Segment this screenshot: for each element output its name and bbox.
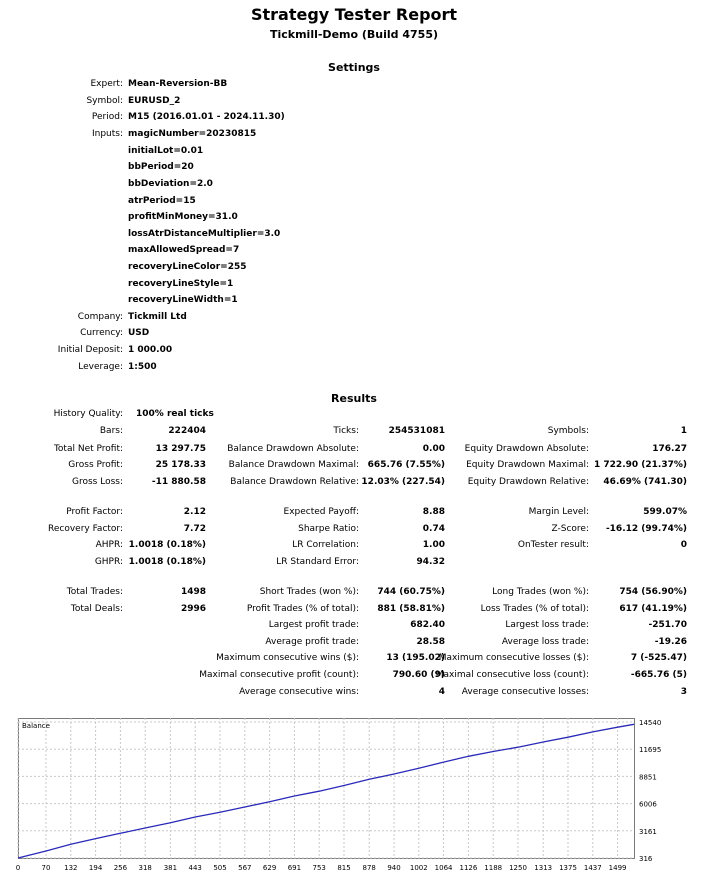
avg-loss-value: -19.26 xyxy=(654,637,687,647)
chart-x-tick-label: 443 xyxy=(188,864,202,872)
sharpe-label: Sharpe Ratio: xyxy=(298,524,359,534)
chart-x-axis xyxy=(16,864,627,872)
avg-consec-losses-label: Average consecutive losses: xyxy=(461,687,589,697)
chart-x-tick-label: 1064 xyxy=(434,864,453,872)
bars-label: Bars: xyxy=(99,426,123,436)
total-trades-label: Total Trades: xyxy=(66,587,123,597)
avg-consec-wins-label: Average consecutive wins: xyxy=(239,687,359,697)
input-param: recoveryLineStyle=1 xyxy=(128,279,234,289)
symbol-value: EURUSD_2 xyxy=(128,96,181,106)
chart-y-tick-label: 6006 xyxy=(639,800,657,809)
chart-y-axis xyxy=(639,719,661,863)
max-consec-losses-value: 7 (-525.47) xyxy=(630,653,687,663)
input-param: initialLot=0.01 xyxy=(128,146,204,156)
chart-y-tick-label: 316 xyxy=(639,855,653,863)
chart-x-tick-label: 505 xyxy=(213,864,227,872)
total-deals-value: 2996 xyxy=(180,604,206,614)
expected-payoff-value: 8.88 xyxy=(422,507,445,517)
chart-plot-frame xyxy=(19,719,635,859)
avg-profit-label: Average profit trade: xyxy=(265,637,359,647)
balance-dd-max-label: Balance Drawdown Maximal: xyxy=(228,460,359,470)
max-consec-losses-label: Maximum consecutive losses ($): xyxy=(438,653,589,663)
input-param: profitMinMoney=31.0 xyxy=(128,212,238,222)
balance-chart xyxy=(15,718,694,890)
gross-loss-label: Gross Loss: xyxy=(72,477,123,487)
chart-x-tick-label: 1499 xyxy=(608,864,627,872)
equity-dd-abs-label: Equity Drawdown Absolute: xyxy=(464,444,589,454)
lr-error-label: LR Standard Error: xyxy=(276,557,359,567)
chart-x-tick-label: 70 xyxy=(41,864,51,872)
largest-profit-value: 682.40 xyxy=(410,620,445,630)
chart-x-tick-label: 381 xyxy=(163,864,178,872)
chart-x-tick-label: 878 xyxy=(362,864,376,872)
long-trades-label: Long Trades (won %): xyxy=(492,587,589,597)
input-param: magicNumber=20230815 xyxy=(128,129,257,139)
chart-x-tick-label: 318 xyxy=(138,864,152,872)
maximal-consec-profit-value: 790.60 (9) xyxy=(392,670,445,680)
ontester-value: 0 xyxy=(680,540,687,550)
currency-label: Currency: xyxy=(80,328,123,338)
chart-x-tick-label: 256 xyxy=(113,864,128,872)
gross-profit-label: Gross Profit: xyxy=(68,460,123,470)
chart-y-tick-label: 8851 xyxy=(639,773,657,782)
period-label: Period: xyxy=(91,112,123,122)
equity-dd-max-label: Equity Drawdown Maximal: xyxy=(466,460,589,470)
margin-level-value: 599.07% xyxy=(643,507,687,517)
input-param: recoveryLineWidth=1 xyxy=(128,295,238,305)
loss-trades-value: 617 (41.19%) xyxy=(619,604,687,614)
recovery-factor-label: Recovery Factor: xyxy=(47,524,123,534)
total-deals-label: Total Deals: xyxy=(70,604,123,614)
largest-profit-label: Largest profit trade: xyxy=(268,620,359,630)
ahpr-label: AHPR: xyxy=(95,540,123,550)
largest-loss-label: Largest loss trade: xyxy=(505,620,589,630)
period-value: M15 (2016.01.01 - 2024.11.30) xyxy=(128,112,285,122)
chart-x-tick-label: 1002 xyxy=(409,864,428,872)
company-label: Company: xyxy=(77,312,123,322)
net-profit-label: Total Net Profit: xyxy=(53,444,123,454)
equity-dd-max-value: 1 722.90 (21.37%) xyxy=(594,460,687,470)
profit-trades-value: 881 (58.81%) xyxy=(377,604,445,614)
chart-y-tick-label: 3161 xyxy=(639,827,657,836)
largest-loss-value: -251.70 xyxy=(648,620,687,630)
report-title: Strategy Tester Report xyxy=(250,5,458,24)
loss-trades-label: Loss Trades (% of total): xyxy=(480,604,589,614)
chart-x-tick-label: 194 xyxy=(88,864,103,872)
symbol-label: Symbol: xyxy=(86,96,123,106)
net-profit-value: 13 297.75 xyxy=(155,444,206,454)
chart-x-tick-label: 1313 xyxy=(534,864,553,872)
equity-dd-rel-label: Equity Drawdown Relative: xyxy=(467,477,589,487)
recovery-factor-value: 7.72 xyxy=(183,524,206,534)
gross-profit-value: 25 178.33 xyxy=(155,460,206,470)
profit-factor-value: 2.12 xyxy=(183,507,206,517)
deposit-value: 1 000.00 xyxy=(128,345,173,355)
gross-loss-value: -11 880.58 xyxy=(151,477,206,487)
symbols-value: 1 xyxy=(680,426,687,436)
lr-correlation-value: 1.00 xyxy=(422,540,445,550)
lr-error-value: 94.32 xyxy=(416,557,445,567)
avg-consec-wins-value: 4 xyxy=(438,687,445,697)
input-param: lossAtrDistanceMultiplier=3.0 xyxy=(128,229,281,239)
currency-value: USD xyxy=(128,328,150,338)
chart-y-tick-label: 14540 xyxy=(639,719,662,727)
profit-factor-label: Profit Factor: xyxy=(66,507,123,517)
history-quality-value: 100% real ticks xyxy=(136,409,214,419)
margin-level-label: Margin Level: xyxy=(528,507,589,517)
inputs-label: Inputs: xyxy=(91,129,123,139)
ghpr-label: GHPR: xyxy=(94,557,123,567)
chart-x-tick-label: 691 xyxy=(287,864,302,872)
chart-x-tick-label: 1250 xyxy=(509,864,527,872)
leverage-label: Leverage: xyxy=(78,362,123,372)
report-subtitle: Tickmill-Demo (Build 4755) xyxy=(269,28,439,41)
ahpr-value: 1.0018 (0.18%) xyxy=(128,540,206,550)
lr-correlation-label: LR Correlation: xyxy=(292,540,359,550)
ontester-label: OnTester result: xyxy=(517,540,589,550)
input-param: atrPeriod=15 xyxy=(128,196,196,206)
avg-profit-value: 28.58 xyxy=(416,637,445,647)
balance-dd-max-value: 665.76 (7.55%) xyxy=(367,460,445,470)
chart-x-tick-label: 1437 xyxy=(583,864,602,872)
balance-dd-rel-value: 12.03% (227.54) xyxy=(361,477,445,487)
balance-dd-abs-label: Balance Drawdown Absolute: xyxy=(227,444,359,454)
bars-value: 222404 xyxy=(168,426,206,436)
chart-x-tick-label: 940 xyxy=(387,864,401,872)
balance-dd-abs-value: 0.00 xyxy=(422,444,445,454)
chart-y-tick-label: 11695 xyxy=(639,746,662,755)
chart-x-tick-label: 629 xyxy=(262,864,277,872)
long-trades-value: 754 (56.90%) xyxy=(619,587,687,597)
zscore-value: -16.12 (99.74%) xyxy=(605,524,687,534)
settings-heading: Settings xyxy=(328,61,380,74)
short-trades-label: Short Trades (won %): xyxy=(259,587,359,597)
chart-x-tick-label: 753 xyxy=(312,864,326,872)
input-param: bbDeviation=2.0 xyxy=(128,179,213,189)
chart-x-tick-label: 0 xyxy=(15,864,21,872)
chart-x-tick-label: 567 xyxy=(238,864,252,872)
input-param: maxAllowedSpread=7 xyxy=(128,245,240,255)
maximal-consec-loss-value: -665.76 (5) xyxy=(630,670,687,680)
maximal-consec-loss-label: Maximal consecutive loss (count): xyxy=(435,670,589,680)
chart-x-tick-label: 815 xyxy=(337,864,351,872)
chart-x-tick-label: 1375 xyxy=(559,864,577,872)
zscore-label: Z-Score: xyxy=(551,524,589,534)
max-consec-wins-value: 13 (195.02) xyxy=(386,653,445,663)
deposit-label: Initial Deposit: xyxy=(57,345,123,355)
total-trades-value: 1498 xyxy=(180,587,206,597)
short-trades-value: 744 (60.75%) xyxy=(377,587,445,597)
equity-dd-rel-value: 46.69% (741.30) xyxy=(603,477,687,487)
sharpe-value: 0.74 xyxy=(422,524,445,534)
profit-trades-label: Profit Trades (% of total): xyxy=(246,604,359,614)
input-param: bbPeriod=20 xyxy=(128,162,194,172)
expert-label: Expert: xyxy=(90,79,123,89)
max-consec-wins-label: Maximum consecutive wins ($): xyxy=(216,653,359,663)
leverage-value: 1:500 xyxy=(128,362,157,372)
results-heading: Results xyxy=(331,392,377,405)
chart-x-tick-label: 132 xyxy=(64,864,78,872)
maximal-consec-profit-label: Maximal consecutive profit (count): xyxy=(199,670,359,680)
avg-loss-label: Average loss trade: xyxy=(501,637,589,647)
chart-title: Balance xyxy=(22,722,50,730)
expert-value: Mean-Reversion-BB xyxy=(128,79,228,89)
chart-x-tick-label: 1188 xyxy=(484,864,503,872)
history-quality-label: History Quality: xyxy=(53,409,123,419)
ticks-value: 254531081 xyxy=(388,426,445,436)
expected-payoff-label: Expected Payoff: xyxy=(283,507,359,517)
input-param: recoveryLineColor=255 xyxy=(128,262,247,272)
ticks-label: Ticks: xyxy=(333,426,359,436)
ghpr-value: 1.0018 (0.18%) xyxy=(128,557,206,567)
equity-dd-abs-value: 176.27 xyxy=(652,444,687,454)
chart-x-tick-label: 1126 xyxy=(459,864,478,872)
balance-dd-rel-label: Balance Drawdown Relative: xyxy=(230,477,359,487)
avg-consec-losses-value: 3 xyxy=(680,687,687,697)
symbols-label: Symbols: xyxy=(547,426,589,436)
company-value: Tickmill Ltd xyxy=(128,312,187,322)
